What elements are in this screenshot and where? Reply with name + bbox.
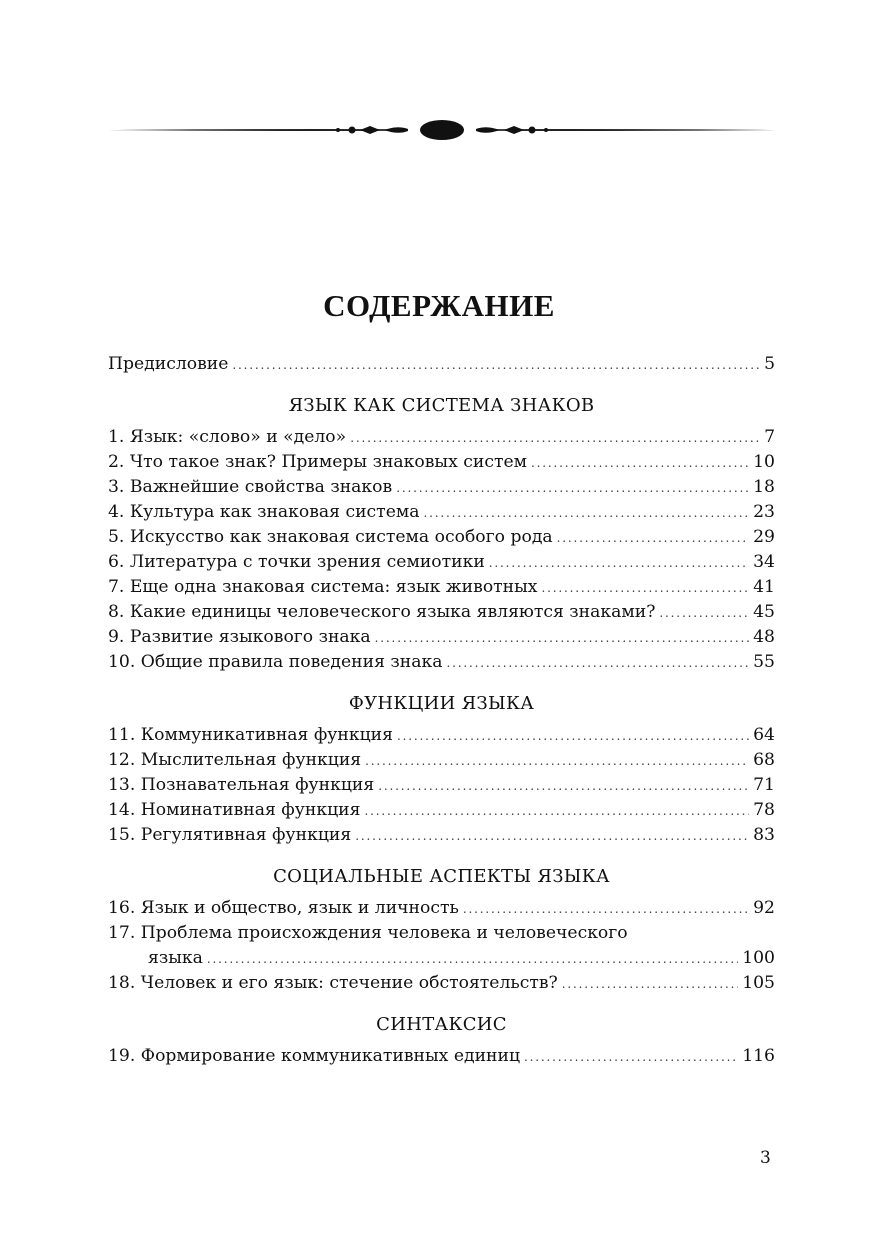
dot-leader <box>350 425 760 451</box>
page-number: 3 <box>760 1148 771 1168</box>
toc-entry-label: 7. Еще одна знаковая система: язык животных <box>108 577 538 597</box>
toc-entry-label: Предисловие <box>108 354 229 374</box>
dot-leader <box>489 550 749 576</box>
dot-leader <box>531 450 749 476</box>
table-of-contents <box>108 352 775 1069</box>
dot-leader <box>364 798 749 824</box>
dot-leader <box>397 723 749 749</box>
toc-entry-label: 8. Какие единицы человеческого языка являются знаками? <box>108 602 656 622</box>
toc-entry[interactable] <box>108 650 775 675</box>
toc-entry-page: 78 <box>753 800 775 820</box>
toc-entry-label: 4. Культура как знаковая система <box>108 502 420 522</box>
toc-entry-first-line[interactable] <box>108 921 775 946</box>
toc-entry-page: 100 <box>742 948 775 968</box>
toc-entry-page: 48 <box>753 627 775 647</box>
toc-entry-page: 29 <box>753 527 775 547</box>
section-heading: ФУНКЦИИ ЯЗЫКА <box>348 693 535 714</box>
toc-entry-page: 41 <box>753 577 775 597</box>
toc-entry-page: 64 <box>753 725 775 745</box>
toc-entry-label: 16. Язык и общество, язык и личность <box>108 898 459 918</box>
toc-entry[interactable] <box>108 798 775 823</box>
toc-entry-page: 34 <box>753 552 775 572</box>
toc-entry-label: 14. Номинативная функция <box>108 800 361 820</box>
toc-entry-label: 5. Искусство как знаковая система особого рода <box>108 527 553 547</box>
toc-entry-page: 5 <box>764 354 775 374</box>
toc-entry-label: 3. Важнейшие свойства знаков <box>108 477 393 497</box>
toc-entry-label: 12. Мыслительная функция <box>108 750 362 770</box>
toc-entry[interactable] <box>108 773 775 798</box>
toc-entry[interactable] <box>108 896 775 921</box>
toc-entry[interactable] <box>108 748 775 773</box>
toc-entry[interactable] <box>108 625 775 650</box>
toc-entry-label: 9. Развитие языкового знака <box>108 627 371 647</box>
toc-entry-label: 15. Регулятивная функция <box>108 825 352 845</box>
dot-leader <box>207 946 738 972</box>
dot-leader <box>232 352 760 378</box>
toc-entry-page: 18 <box>753 477 775 497</box>
toc-entry-page: 10 <box>753 452 775 472</box>
toc-entry-page: 71 <box>753 775 775 795</box>
section-heading: СОЦИАЛЬНЫЕ АСПЕКТЫ ЯЗЫКА <box>273 866 610 887</box>
toc-entry-continuation[interactable] <box>108 946 775 971</box>
toc-entry-label: 2. Что такое знак? Примеры знаковых систем <box>108 452 528 472</box>
toc-entry-page: 83 <box>753 825 775 845</box>
dot-leader <box>659 600 749 626</box>
toc-entry-preface[interactable] <box>108 352 775 377</box>
toc-entry-page: 116 <box>742 1046 775 1066</box>
dot-leader <box>446 650 749 676</box>
dot-leader <box>396 475 749 501</box>
toc-entry-page: 68 <box>753 750 775 770</box>
toc-entry-label-cont: языка <box>148 948 203 968</box>
toc-entry[interactable] <box>108 500 775 525</box>
toc-entry-label: 13. Познавательная функция <box>108 775 375 795</box>
toc-entry-page: 45 <box>753 602 775 622</box>
toc-entry-label: 10. Общие правила поведения знака <box>108 652 443 672</box>
toc-entry-label: 11. Коммуникативная функция <box>108 725 393 745</box>
toc-entry[interactable] <box>108 1044 775 1069</box>
toc-entry-label: 17. Проблема происхождения человека и человеческого <box>108 923 628 943</box>
dot-leader <box>542 575 750 601</box>
toc-entry[interactable] <box>108 550 775 575</box>
toc-entry-page: 7 <box>764 427 775 447</box>
dot-leader <box>378 773 749 799</box>
toc-entry-page: 23 <box>753 502 775 522</box>
toc-entry[interactable] <box>108 450 775 475</box>
dot-leader <box>463 896 749 922</box>
dot-leader <box>365 748 749 774</box>
dot-leader <box>355 823 749 849</box>
toc-entry[interactable] <box>108 971 775 996</box>
toc-entry[interactable] <box>108 525 775 550</box>
section-heading: СИНТАКСИС <box>376 1014 507 1035</box>
toc-entry-page: 55 <box>753 652 775 672</box>
dot-leader <box>562 971 738 997</box>
toc-entry-page: 105 <box>742 973 775 993</box>
toc-entry[interactable] <box>108 723 775 748</box>
dot-leader <box>423 500 749 526</box>
toc-entry[interactable] <box>108 475 775 500</box>
toc-entry[interactable] <box>108 600 775 625</box>
toc-entry-label: 18. Человек и его язык: стечение обстоятельств? <box>108 973 558 993</box>
toc-entry[interactable] <box>108 823 775 848</box>
dot-leader <box>524 1044 738 1070</box>
decorative-ornament <box>108 112 776 148</box>
dot-leader <box>557 525 749 551</box>
toc-entry[interactable] <box>108 575 775 600</box>
toc-entry-label: 6. Литература с точки зрения семиотики <box>108 552 485 572</box>
page-title: СОДЕРЖАНИЕ <box>323 288 555 323</box>
toc-entry-page: 92 <box>753 898 775 918</box>
toc-entry-label: 1. Язык: «слово» и «дело» <box>108 427 347 447</box>
toc-entry-label: 19. Формирование коммуникативных единиц <box>108 1046 521 1066</box>
toc-entry[interactable] <box>108 425 775 450</box>
dot-leader <box>375 625 749 651</box>
section-heading: ЯЗЫК КАК СИСТЕМА ЗНАКОВ <box>288 395 595 416</box>
